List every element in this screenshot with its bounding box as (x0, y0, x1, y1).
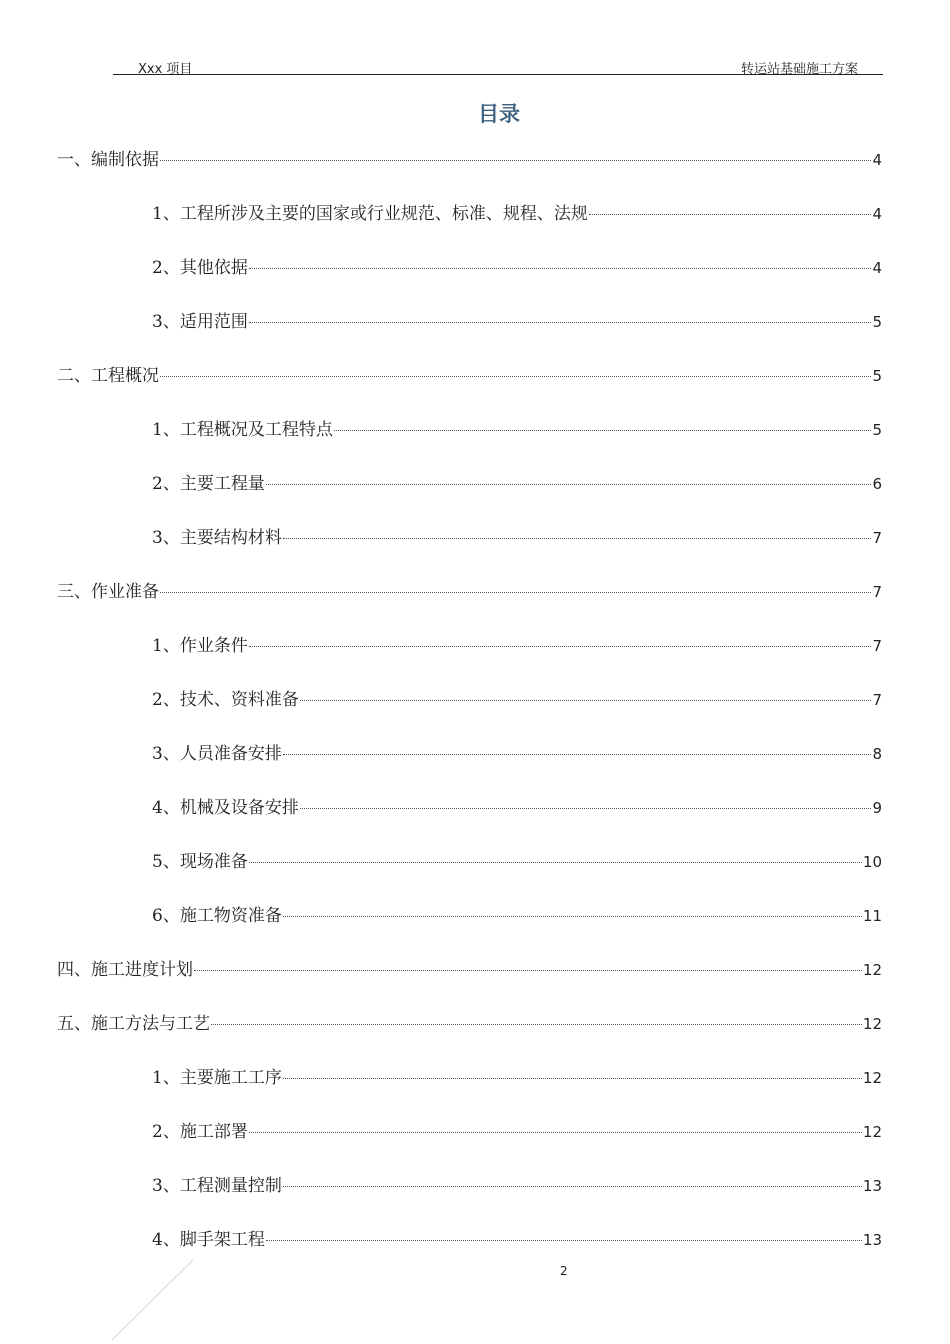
toc-entry-page: 12 (862, 1123, 882, 1141)
toc-entry[interactable] (152, 415, 882, 439)
toc-entry-page: 4 (872, 151, 882, 169)
toc-entry-text: 3、主要结构材料 (152, 528, 282, 548)
toc-entry-page: 7 (872, 691, 882, 709)
toc-entry-text: 1、主要施工工序 (152, 1068, 282, 1088)
toc-leader-dots (589, 214, 872, 215)
toc-entry-page: 5 (872, 421, 882, 439)
toc-entry-text: 2、主要工程量 (152, 474, 265, 494)
toc-entry[interactable] (152, 199, 882, 223)
toc-entry-page: 4 (872, 259, 882, 277)
toc-leader-dots (300, 700, 872, 701)
toc-entry[interactable] (152, 523, 882, 547)
toc-entry[interactable] (152, 253, 882, 277)
toc-entry-page: 12 (862, 1069, 882, 1087)
toc-entry[interactable] (152, 1225, 882, 1249)
toc-entry[interactable] (152, 901, 882, 925)
toc-leader-dots (160, 376, 871, 377)
toc-entry-page: 7 (872, 529, 882, 547)
toc-leader-dots (283, 754, 872, 755)
toc-entry-page: 9 (872, 799, 882, 817)
header-project-name: Xxx 项目 (138, 62, 193, 77)
toc-entry-page: 7 (872, 583, 882, 601)
toc-entry[interactable] (152, 631, 882, 655)
toc-entry-text: 3、工程测量控制 (152, 1176, 282, 1196)
decorative-diagonal-line (108, 1258, 198, 1344)
toc-entry[interactable] (152, 307, 882, 331)
toc-entry-text: 1、工程概况及工程特点 (152, 420, 333, 440)
toc-entry-page: 11 (862, 907, 882, 925)
toc-entry-text: 四、施工进度计划 (57, 960, 193, 980)
toc-leader-dots (249, 322, 872, 323)
toc-leader-dots (334, 430, 872, 431)
toc-leader-dots (283, 916, 862, 917)
toc-entry[interactable] (152, 1063, 882, 1087)
toc-title: 目录 (478, 102, 520, 126)
toc-leader-dots (283, 1186, 862, 1187)
toc-entry-text: 五、施工方法与工艺 (57, 1014, 210, 1034)
toc-entry-page: 5 (872, 313, 882, 331)
toc-entry-text: 4、机械及设备安排 (152, 798, 299, 818)
toc-leader-dots (160, 592, 871, 593)
toc-leader-dots (249, 268, 872, 269)
toc-entry-text: 三、作业准备 (57, 582, 159, 602)
toc-entry-page: 5 (872, 367, 882, 385)
toc-entry-page: 13 (862, 1177, 882, 1195)
toc-entry[interactable] (152, 1171, 882, 1195)
toc-entry-text: 一、编制依据 (57, 150, 159, 170)
toc-leader-dots (266, 1240, 862, 1241)
toc-entry-page: 7 (872, 637, 882, 655)
toc-leader-dots (283, 538, 872, 539)
toc-entry-text: 5、现场准备 (152, 852, 248, 872)
toc-entry[interactable] (57, 145, 882, 169)
page-header (113, 56, 883, 75)
toc-entry-page: 13 (862, 1231, 882, 1249)
toc-entry[interactable] (57, 955, 882, 979)
toc-leader-dots (160, 160, 871, 161)
toc-entry-text: 3、人员准备安排 (152, 744, 282, 764)
toc-entry[interactable] (152, 847, 882, 871)
toc-leader-dots (283, 1078, 862, 1079)
toc-leader-dots (249, 646, 872, 647)
toc-entry-text: 3、适用范围 (152, 312, 248, 332)
toc-entry-page: 6 (872, 475, 882, 493)
toc-leader-dots (266, 484, 872, 485)
toc-entry-text: 1、工程所涉及主要的国家或行业规范、标准、规程、法规 (152, 204, 588, 224)
toc-entry-page: 8 (872, 745, 882, 763)
toc-entry[interactable] (152, 1117, 882, 1141)
header-document-title: 转运站基础施工方案 (740, 62, 858, 77)
toc-entry-page: 10 (862, 853, 882, 871)
toc-entry-text: 6、施工物资准备 (152, 906, 282, 926)
toc-leader-dots (194, 970, 862, 971)
toc-entry[interactable] (152, 469, 882, 493)
toc-entry[interactable] (57, 577, 882, 601)
toc-entry-text: 1、作业条件 (152, 636, 248, 656)
toc-entry-text: 4、脚手架工程 (152, 1230, 265, 1250)
toc-entry[interactable] (152, 685, 882, 709)
toc-entry-page: 12 (862, 1015, 882, 1033)
toc-entry[interactable] (152, 793, 882, 817)
toc-entry-text: 2、其他依据 (152, 258, 248, 278)
toc-entry-page: 12 (862, 961, 882, 979)
toc-entry[interactable] (57, 361, 882, 385)
toc-entry-text: 2、施工部署 (152, 1122, 248, 1142)
toc-entry[interactable] (152, 739, 882, 763)
toc-leader-dots (211, 1024, 862, 1025)
toc-entry-text: 二、工程概况 (57, 366, 159, 386)
toc-entry-page: 4 (872, 205, 882, 223)
toc-leader-dots (249, 1132, 862, 1133)
page-number: 2 (560, 1264, 568, 1278)
toc-leader-dots (249, 862, 862, 863)
toc-leader-dots (300, 808, 872, 809)
toc-entry-text: 2、技术、资料准备 (152, 690, 299, 710)
toc-entry[interactable] (57, 1009, 882, 1033)
